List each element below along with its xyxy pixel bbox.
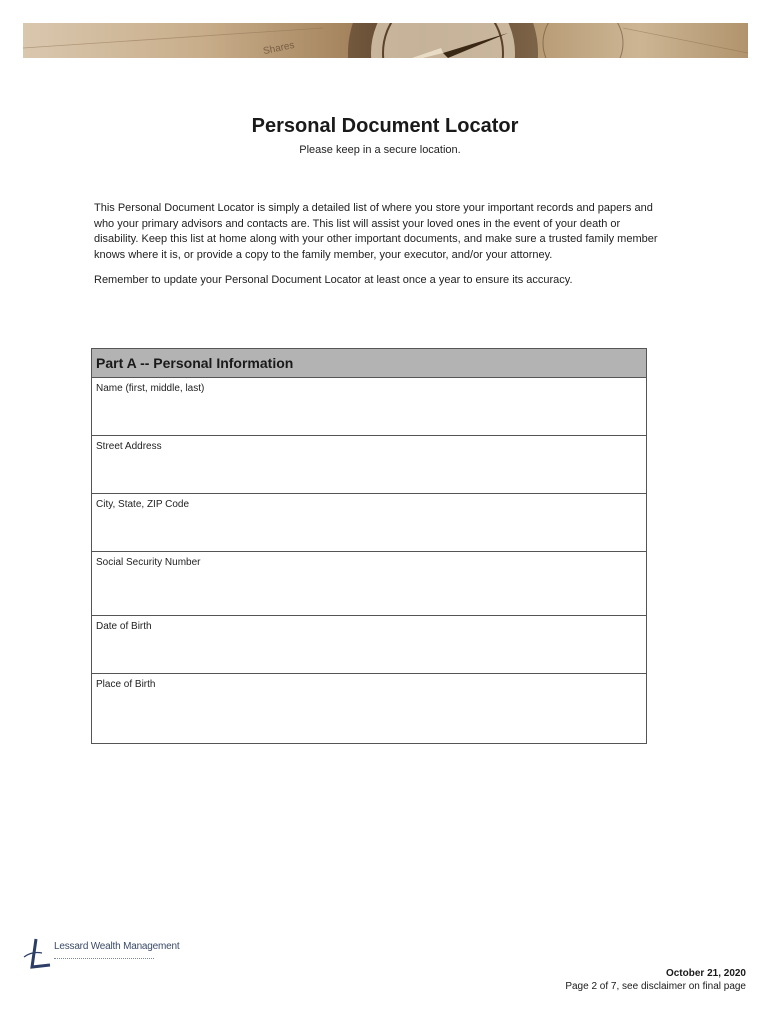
company-logo [22, 937, 192, 977]
field-label: City, State, ZIP Code [96, 499, 190, 510]
reminder-paragraph: Remember to update your Personal Document Locator at least once a year to ensure its accuracy. [94, 274, 573, 286]
place-of-birth-field[interactable] [92, 674, 646, 743]
date-of-birth-field[interactable] [92, 616, 646, 674]
header-banner-image [23, 23, 748, 58]
page-subtitle: Please keep in a secure location. [299, 144, 461, 156]
footer-date: October 21, 2020 [665, 968, 746, 979]
page-title: Personal Document Locator [251, 115, 519, 137]
personal-info-form [91, 348, 647, 744]
field-label: Street Address [96, 441, 162, 452]
footer-page-info: Page 2 of 7, see disclaimer on final page [565, 981, 746, 992]
logo-text: Lessard Wealth Management [54, 941, 180, 952]
intro-paragraph: This Personal Document Locator is simply a detailed list of where you store your important records and papers and who your primary advisors and contacts are. This list will assist your loved ones in the event of your death or disability. Keep this list at home along with your other important documents, and make sure a trusted family member knows where it is, or provide a copy to the family member, your executor, and/or your attorney. [94, 202, 658, 261]
field-label: Date of Birth [96, 621, 152, 632]
form-section-header: Part A -- Personal Information [92, 349, 646, 378]
field-label: Social Security Number [96, 557, 201, 568]
city-state-zip-field[interactable] [92, 494, 646, 552]
street-address-field[interactable] [92, 436, 646, 494]
name-field[interactable] [92, 378, 646, 436]
banner-text: Shares [262, 39, 296, 58]
ssn-field[interactable] [92, 552, 646, 616]
logo-tagline-line [54, 954, 154, 959]
logo-mark-icon [22, 937, 52, 973]
field-label: Place of Birth [96, 679, 156, 690]
field-label: Name (first, middle, last) [96, 383, 205, 394]
